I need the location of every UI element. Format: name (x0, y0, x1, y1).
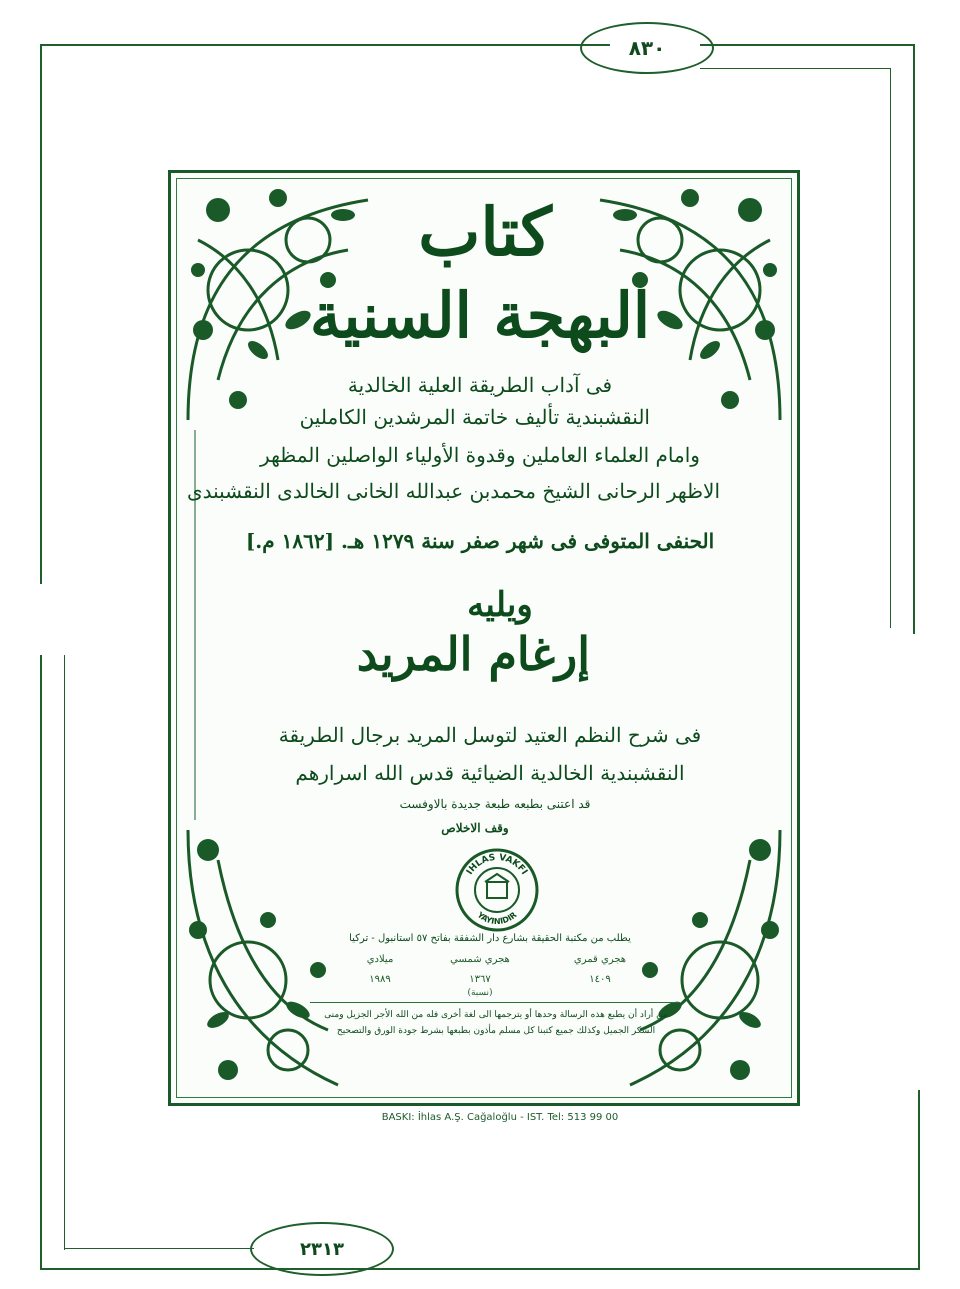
page-number-bottom-text: ٢٣١٣ (300, 1238, 344, 1260)
ihlas-vakfi-seal (455, 848, 539, 932)
outer-line-top-inner (700, 68, 890, 69)
availability-line: يطلب من مكتبة الحقيقة بشارع دار الشفقة بفاتح ٥٧ استانبول - تركيا (349, 933, 631, 944)
ornament-bottom-left (178, 820, 348, 1095)
page-number-bottom (250, 1222, 394, 1276)
outer-line-left-lower (40, 655, 42, 1270)
outer-line-left (40, 44, 42, 584)
outer-line-top (40, 44, 610, 46)
book-label: كتاب (418, 193, 552, 271)
publisher-note-1: قد اعتنى بطبعه طبعة جديدة بالاوفست (399, 797, 591, 811)
death-date-line: الحنفى المتوفى فى شهر صفر سنة ١٢٧٩ هـ. [١٨٦٢ م.] (245, 529, 715, 553)
date-header-hijri-solar: هجري شمسي (450, 954, 510, 965)
outer-line-top-right (700, 44, 915, 46)
body-line-2: النقشبندية تأليف خاتمة المرشدين الكاملين (299, 405, 650, 429)
footer-note-2: الشكر الجميل وكذلك جميع كتبنا كل مسلم مأذون بطبعها بشرط جودة الورق والتصحيح (336, 1026, 656, 1036)
outer-line-right-inner (890, 68, 891, 628)
date-header-gregorian: ميلادي (366, 954, 394, 965)
seal-bottom-text: YAYINIDIR (475, 910, 519, 927)
date-value-hijri-solar: ١٣٦٧ (469, 974, 491, 985)
page-number-top-text: ٨٣٠ (628, 36, 666, 60)
outer-line-bottom-inner (64, 1248, 254, 1249)
second-line-2: النقشبندية الخالدية الضيائية قدس الله اسرارهم (295, 761, 685, 785)
body-line-4: الاظهر الرحانى الشيخ محمدبن عبدالله الخانى الخالدى النقشبندى (186, 479, 720, 503)
book-title: البهجة السنية (309, 279, 651, 352)
outer-line-left-lower-inner (64, 655, 65, 1250)
date-value-gregorian: ١٩٨٩ (369, 974, 391, 985)
date-header-hijri-lunar: هجري قمري (573, 954, 627, 965)
date-value-hijri-lunar: ١٤٠٩ (589, 974, 611, 985)
followed-by-label: ويليه (467, 585, 533, 625)
body-line-1: فى آداب الطريقة العلية الخالدية (347, 373, 613, 397)
footer-note-1: من أراد أن يطبع هذه الرسالة وحدها أو يترجمها الى لغة أخرى فله من الله الأجر الجزيل ومنى (324, 1010, 668, 1020)
outer-line-right (913, 44, 915, 634)
date-note: (نسبة) (467, 988, 493, 998)
seal-top-text: IHLAS VAKFI (465, 852, 529, 877)
second-work-title: إرغام المريد (356, 627, 590, 681)
body-line-3: وامام العلماء العاملين وقدوة الأولياء الواصلين المظهر (260, 443, 700, 467)
outer-line-bottom (40, 1268, 920, 1270)
ornament-bottom-right (620, 820, 790, 1095)
printer-line: BASKI: İhlas A.Ş. Cağaloğlu - IST. Tel: 513 99 00 (381, 1112, 619, 1123)
outer-line-right-lower (918, 1090, 920, 1270)
page-number-top (580, 22, 714, 74)
publisher-note-2: وقف الاخلاص (441, 821, 509, 835)
second-line-1: فى شرح النظم العتيد لتوسل المريد برجال الطريقة (278, 723, 702, 747)
footer-divider (310, 1002, 680, 1003)
